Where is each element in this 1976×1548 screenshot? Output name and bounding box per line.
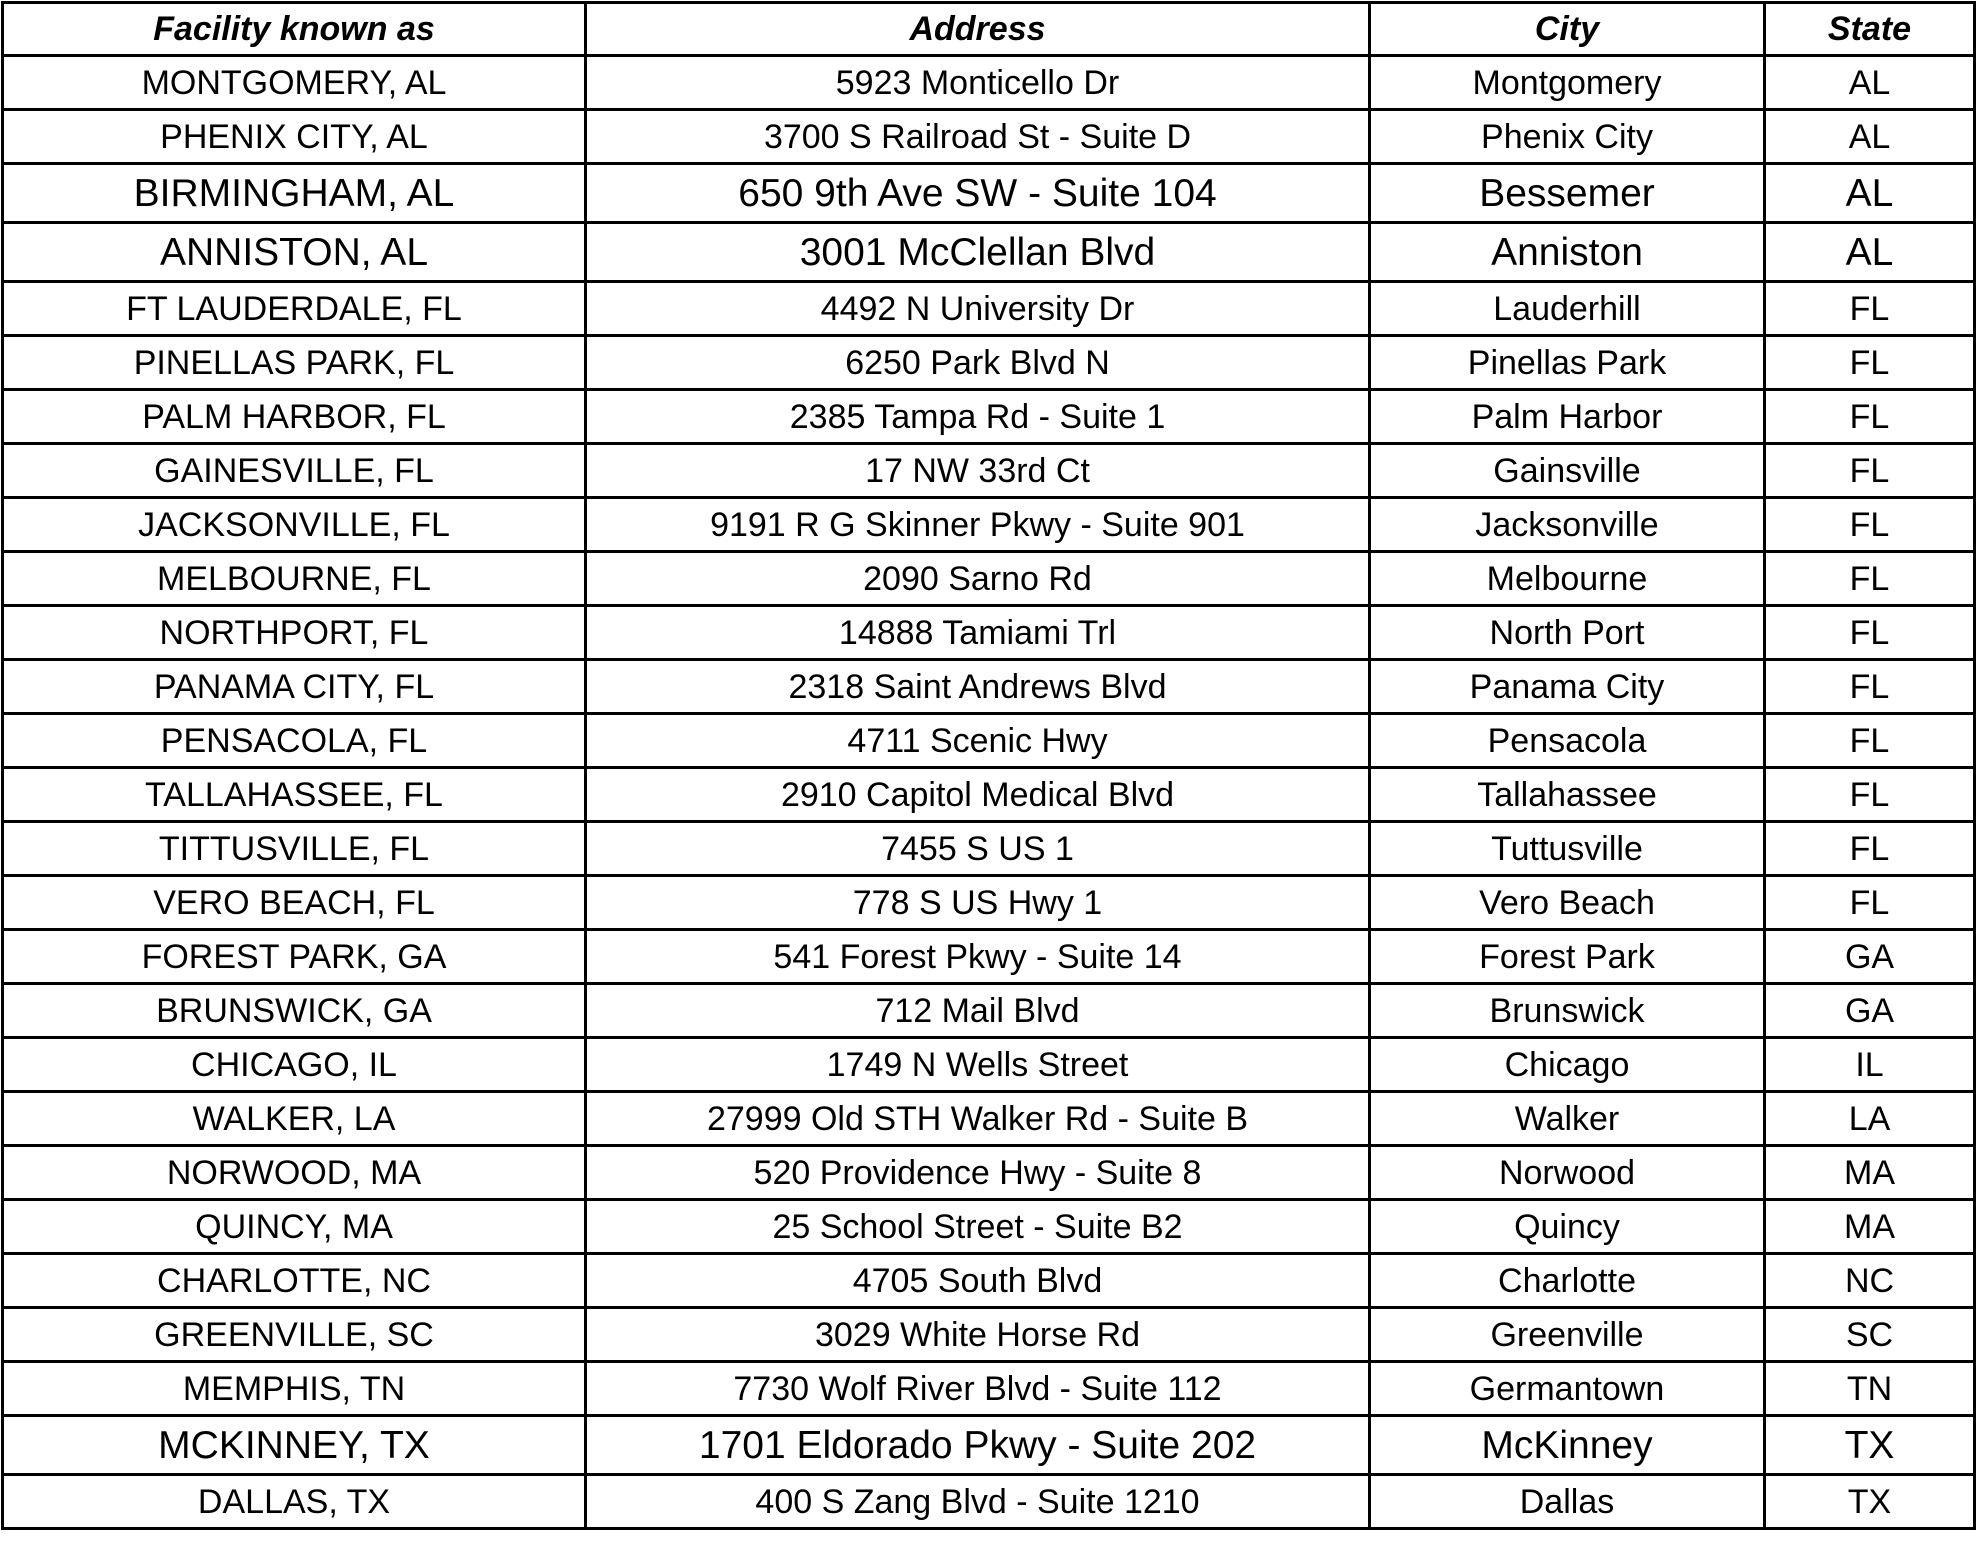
state-cell: FL — [1765, 552, 1975, 606]
state-cell: GA — [1765, 930, 1975, 984]
state-cell: FL — [1765, 714, 1975, 768]
city-cell: Forest Park — [1370, 930, 1765, 984]
city-cell: Melbourne — [1370, 552, 1765, 606]
header-city: City — [1370, 3, 1765, 56]
facility-cell: PANAMA CITY, FL — [3, 660, 586, 714]
table-row — [3, 56, 1975, 110]
table-row — [3, 1362, 1975, 1416]
table-row — [3, 1038, 1975, 1092]
address-cell: 2910 Capitol Medical Blvd — [586, 768, 1370, 822]
facility-cell: BRUNSWICK, GA — [3, 984, 586, 1038]
address-cell: 17 NW 33rd Ct — [586, 444, 1370, 498]
facility-cell: MELBOURNE, FL — [3, 552, 586, 606]
city-cell: McKinney — [1370, 1416, 1765, 1475]
state-cell: AL — [1765, 223, 1975, 282]
address-cell: 14888 Tamiami Trl — [586, 606, 1370, 660]
table-row — [3, 660, 1975, 714]
header-state: State — [1765, 3, 1975, 56]
facility-address-table — [1, 1, 1976, 1530]
city-cell: North Port — [1370, 606, 1765, 660]
state-cell: FL — [1765, 822, 1975, 876]
facility-cell: GAINESVILLE, FL — [3, 444, 586, 498]
address-cell: 7455 S US 1 — [586, 822, 1370, 876]
address-cell: 4492 N University Dr — [586, 282, 1370, 336]
address-cell: 9191 R G Skinner Pkwy - Suite 901 — [586, 498, 1370, 552]
facility-cell: TITTUSVILLE, FL — [3, 822, 586, 876]
table-row — [3, 930, 1975, 984]
facility-cell: VERO BEACH, FL — [3, 876, 586, 930]
table-row — [3, 1092, 1975, 1146]
state-cell: TN — [1765, 1362, 1975, 1416]
address-cell: 520 Providence Hwy - Suite 8 — [586, 1146, 1370, 1200]
city-cell: Charlotte — [1370, 1254, 1765, 1308]
table-row — [3, 876, 1975, 930]
table-row — [3, 1416, 1975, 1475]
table-row — [3, 1308, 1975, 1362]
table-row — [3, 552, 1975, 606]
facility-cell: MEMPHIS, TN — [3, 1362, 586, 1416]
city-cell: Greenville — [1370, 1308, 1765, 1362]
facility-cell: MONTGOMERY, AL — [3, 56, 586, 110]
address-cell: 27999 Old STH Walker Rd - Suite B — [586, 1092, 1370, 1146]
state-cell: AL — [1765, 110, 1975, 164]
table-row — [3, 164, 1975, 223]
city-cell: Palm Harbor — [1370, 390, 1765, 444]
state-cell: FL — [1765, 390, 1975, 444]
table-row — [3, 1200, 1975, 1254]
facility-cell: BIRMINGHAM, AL — [3, 164, 586, 223]
table-row — [3, 282, 1975, 336]
table-row — [3, 1146, 1975, 1200]
header-facility: Facility known as — [3, 3, 586, 56]
city-cell: Quincy — [1370, 1200, 1765, 1254]
city-cell: Chicago — [1370, 1038, 1765, 1092]
state-cell: MA — [1765, 1200, 1975, 1254]
header-row — [3, 3, 1975, 56]
state-cell: AL — [1765, 164, 1975, 223]
facility-cell: PINELLAS PARK, FL — [3, 336, 586, 390]
facility-cell: FOREST PARK, GA — [3, 930, 586, 984]
state-cell: MA — [1765, 1146, 1975, 1200]
facility-cell: WALKER, LA — [3, 1092, 586, 1146]
address-cell: 3001 McClellan Blvd — [586, 223, 1370, 282]
city-cell: Vero Beach — [1370, 876, 1765, 930]
header-address: Address — [586, 3, 1370, 56]
address-cell: 650 9th Ave SW - Suite 104 — [586, 164, 1370, 223]
city-cell: Walker — [1370, 1092, 1765, 1146]
state-cell: TX — [1765, 1416, 1975, 1475]
state-cell: GA — [1765, 984, 1975, 1038]
facility-cell: FT LAUDERDALE, FL — [3, 282, 586, 336]
city-cell: Panama City — [1370, 660, 1765, 714]
state-cell: SC — [1765, 1308, 1975, 1362]
state-cell: FL — [1765, 876, 1975, 930]
facility-cell: TALLAHASSEE, FL — [3, 768, 586, 822]
facility-cell: CHARLOTTE, NC — [3, 1254, 586, 1308]
facility-cell: QUINCY, MA — [3, 1200, 586, 1254]
address-cell: 25 School Street - Suite B2 — [586, 1200, 1370, 1254]
table-row — [3, 714, 1975, 768]
address-cell: 4705 South Blvd — [586, 1254, 1370, 1308]
facility-cell: GREENVILLE, SC — [3, 1308, 586, 1362]
state-cell: FL — [1765, 606, 1975, 660]
city-cell: Tuttusville — [1370, 822, 1765, 876]
address-cell: 7730 Wolf River Blvd - Suite 112 — [586, 1362, 1370, 1416]
address-cell: 6250 Park Blvd N — [586, 336, 1370, 390]
address-cell: 1749 N Wells Street — [586, 1038, 1370, 1092]
city-cell: Dallas — [1370, 1475, 1765, 1529]
facility-cell: CHICAGO, IL — [3, 1038, 586, 1092]
city-cell: Brunswick — [1370, 984, 1765, 1038]
table-row — [3, 822, 1975, 876]
facility-cell: DALLAS, TX — [3, 1475, 586, 1529]
table-row — [3, 336, 1975, 390]
address-cell: 712 Mail Blvd — [586, 984, 1370, 1038]
facility-cell: PENSACOLA, FL — [3, 714, 586, 768]
state-cell: FL — [1765, 282, 1975, 336]
city-cell: Pinellas Park — [1370, 336, 1765, 390]
address-cell: 778 S US Hwy 1 — [586, 876, 1370, 930]
state-cell: FL — [1765, 498, 1975, 552]
state-cell: IL — [1765, 1038, 1975, 1092]
city-cell: Jacksonville — [1370, 498, 1765, 552]
table-row — [3, 223, 1975, 282]
state-cell: LA — [1765, 1092, 1975, 1146]
table-row — [3, 498, 1975, 552]
table-row — [3, 390, 1975, 444]
table-row — [3, 444, 1975, 498]
address-cell: 3029 White Horse Rd — [586, 1308, 1370, 1362]
facility-cell: NORWOOD, MA — [3, 1146, 586, 1200]
table-row — [3, 1475, 1975, 1529]
city-cell: Bessemer — [1370, 164, 1765, 223]
address-cell: 2385 Tampa Rd - Suite 1 — [586, 390, 1370, 444]
address-cell: 3700 S Railroad St - Suite D — [586, 110, 1370, 164]
facility-cell: ANNISTON, AL — [3, 223, 586, 282]
state-cell: FL — [1765, 336, 1975, 390]
city-cell: Germantown — [1370, 1362, 1765, 1416]
facility-cell: MCKINNEY, TX — [3, 1416, 586, 1475]
city-cell: Phenix City — [1370, 110, 1765, 164]
city-cell: Norwood — [1370, 1146, 1765, 1200]
table-row — [3, 768, 1975, 822]
state-cell: FL — [1765, 768, 1975, 822]
address-cell: 541 Forest Pkwy - Suite 14 — [586, 930, 1370, 984]
city-cell: Lauderhill — [1370, 282, 1765, 336]
city-cell: Pensacola — [1370, 714, 1765, 768]
state-cell: TX — [1765, 1475, 1975, 1529]
city-cell: Gainsville — [1370, 444, 1765, 498]
facility-cell: JACKSONVILLE, FL — [3, 498, 586, 552]
facility-cell: NORTHPORT, FL — [3, 606, 586, 660]
address-cell: 2090 Sarno Rd — [586, 552, 1370, 606]
state-cell: FL — [1765, 444, 1975, 498]
address-cell: 5923 Monticello Dr — [586, 56, 1370, 110]
table-row — [3, 1254, 1975, 1308]
table-row — [3, 110, 1975, 164]
facility-cell: PHENIX CITY, AL — [3, 110, 586, 164]
state-cell: FL — [1765, 660, 1975, 714]
table-row — [3, 606, 1975, 660]
table-row — [3, 984, 1975, 1038]
city-cell: Tallahassee — [1370, 768, 1765, 822]
state-cell: NC — [1765, 1254, 1975, 1308]
address-cell: 4711 Scenic Hwy — [586, 714, 1370, 768]
city-cell: Montgomery — [1370, 56, 1765, 110]
address-cell: 1701 Eldorado Pkwy - Suite 202 — [586, 1416, 1370, 1475]
address-cell: 400 S Zang Blvd - Suite 1210 — [586, 1475, 1370, 1529]
city-cell: Anniston — [1370, 223, 1765, 282]
state-cell: AL — [1765, 56, 1975, 110]
address-cell: 2318 Saint Andrews Blvd — [586, 660, 1370, 714]
facility-cell: PALM HARBOR, FL — [3, 390, 586, 444]
